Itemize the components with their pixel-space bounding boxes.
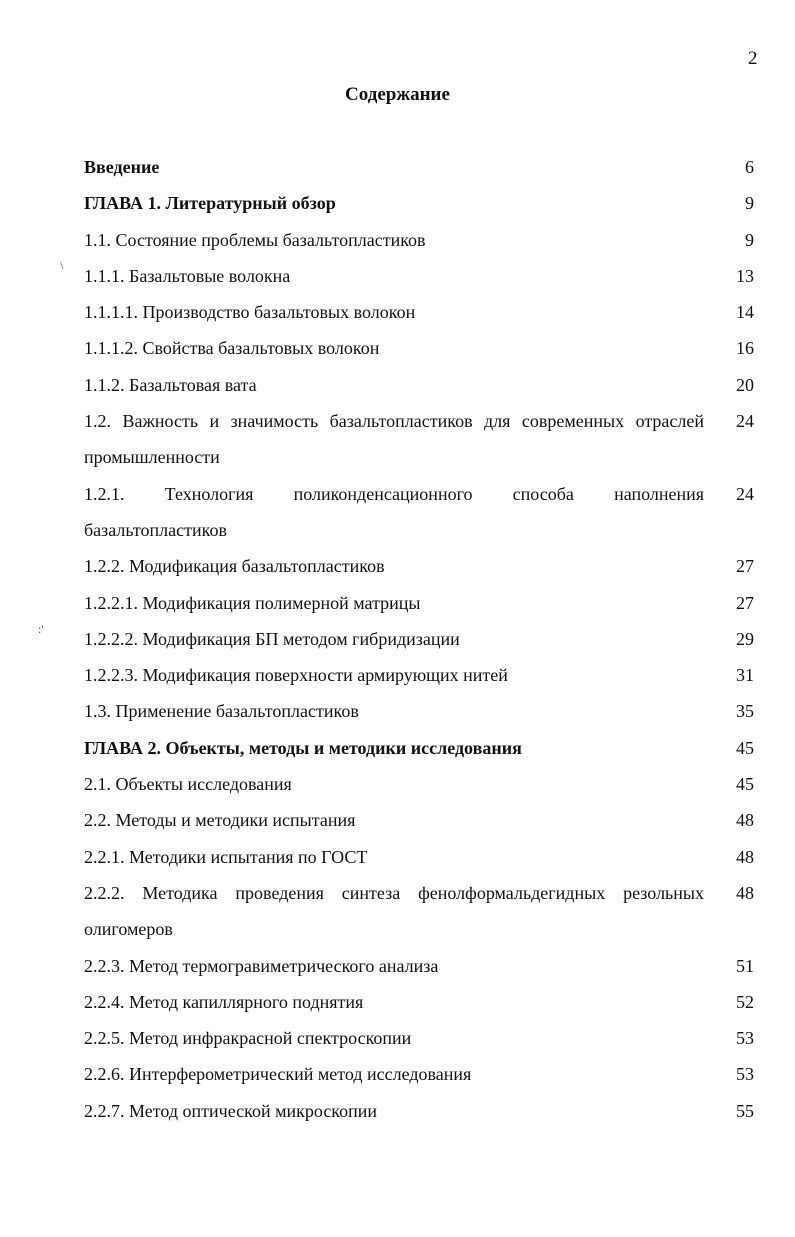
toc-entry: [84, 802, 754, 838]
toc-entry: [84, 258, 754, 294]
toc-entry: [84, 621, 754, 657]
toc-entry-title: 2.2.1. Методики испытания по ГОСТ: [84, 846, 368, 867]
scan-artifact: \: [60, 258, 64, 272]
toc-entry: [84, 1056, 754, 1092]
page-number: 2: [748, 48, 758, 69]
toc-entry-title: 1.2.2. Модификация базальтопластиков: [84, 556, 385, 577]
toc-entry: [84, 476, 754, 549]
toc-entry-title: ГЛАВА 2. Объекты, методы и методики исследования: [84, 737, 522, 758]
toc-entry: [84, 585, 754, 621]
toc-entry-title: 2.2.6. Интерферометрический метод исследования: [84, 1064, 472, 1085]
toc-entry-title: 2.2.4. Метод капиллярного поднятия: [84, 991, 364, 1012]
toc-entry: [84, 185, 754, 221]
toc-entry-page: 9: [745, 229, 754, 250]
toc-entry-page: 20: [736, 374, 754, 395]
toc-entry-page: 27: [736, 592, 754, 613]
toc-entry-title: 1.2. Важность и значимость базальтопластиков для современных отраслей промышленности: [84, 411, 704, 468]
toc-entry-page: 6: [745, 157, 754, 177]
toc-entry-page: 53: [736, 1028, 754, 1049]
toc-entry: [84, 1020, 754, 1056]
toc-entry: [84, 948, 754, 984]
toc-entry: [84, 693, 754, 729]
toc-entry-page: 45: [736, 774, 754, 795]
toc-entry-title: 1.1.1.2. Свойства базальтовых волокон: [84, 338, 380, 359]
toc-entry-page: 48: [736, 810, 754, 831]
page-title: Содержание: [345, 84, 450, 105]
toc-entry-title: 1.1.1.1. Производство базальтовых волокон: [84, 302, 416, 323]
toc-entry-page: 48: [736, 882, 754, 903]
toc-entry-page: 48: [736, 846, 754, 867]
toc-entry-title: 1.1.2. Базальтовая вата: [84, 374, 257, 395]
toc-entry: [84, 149, 754, 185]
toc-entry-page: 51: [736, 955, 754, 976]
toc-entry-page: 13: [736, 265, 754, 286]
toc-entry-page: 9: [745, 193, 754, 214]
toc-entry-title: ГЛАВА 1. Литературный обзор: [84, 193, 336, 214]
toc-entry: [84, 1093, 754, 1129]
toc-entry-page: 24: [736, 483, 754, 504]
toc-entry-title: 1.1.1. Базальтовые волокна: [84, 265, 291, 286]
toc-entry: [84, 222, 754, 258]
toc-entry-title: 2.2. Методы и методики испытания: [84, 810, 356, 831]
toc-entry-page: 52: [736, 991, 754, 1012]
toc-entry-title: 1.1. Состояние проблемы базальтопластиков: [84, 229, 426, 250]
toc-entry-title: 1.3. Применение базальтопластиков: [84, 701, 359, 722]
toc-entry-title: 2.2.5. Метод инфракрасной спектроскопии: [84, 1028, 412, 1049]
toc-entry-page: 16: [736, 338, 754, 359]
toc-entry-page: 55: [736, 1100, 754, 1121]
scan-artifact: :': [38, 622, 44, 636]
toc-entry-page: 29: [736, 628, 754, 649]
toc-entry-title: Введение: [84, 157, 160, 177]
toc-entry: [84, 367, 754, 403]
toc-entry: [84, 330, 754, 366]
toc-entry-page: 27: [736, 556, 754, 577]
toc-entry-title: 2.2.7. Метод оптической микроскопии: [84, 1100, 378, 1121]
toc-entry: [84, 294, 754, 330]
toc-entry-title: 1.2.2.1. Модификация полимерной матрицы: [84, 592, 421, 613]
table-of-contents: [84, 149, 754, 1129]
toc-entry-page: 45: [736, 737, 754, 758]
toc-entry: [84, 657, 754, 693]
toc-entry-page: 35: [736, 701, 754, 722]
toc-entry-page: 24: [736, 411, 754, 432]
toc-entry: [84, 839, 754, 875]
toc-entry: [84, 548, 754, 584]
toc-entry: [84, 766, 754, 802]
toc-entry: [84, 875, 754, 948]
toc-entry-page: 31: [736, 665, 754, 686]
toc-entry-title: 1.2.2.2. Модификация БП методом гибридизации: [84, 628, 460, 649]
toc-entry-page: 14: [736, 302, 754, 323]
toc-entry-page: 53: [736, 1064, 754, 1085]
toc-entry: [84, 403, 754, 476]
toc-entry-title: 2.2.3. Метод термогравиметрического анализа: [84, 955, 439, 976]
toc-entry-title: 1.2.2.3. Модификация поверхности армирующих нитей: [84, 665, 508, 686]
toc-entry: [84, 730, 754, 766]
toc-entry: [84, 984, 754, 1020]
toc-entry-title: 2.2.2. Методика проведения синтеза фенолформальдегидных резольных олигомеров: [84, 882, 704, 940]
toc-entry-title: 2.1. Объекты исследования: [84, 774, 292, 795]
toc-entry-title: 1.2.1. Технология поликонденсационного способа наполнения базальтопластиков: [84, 483, 704, 540]
